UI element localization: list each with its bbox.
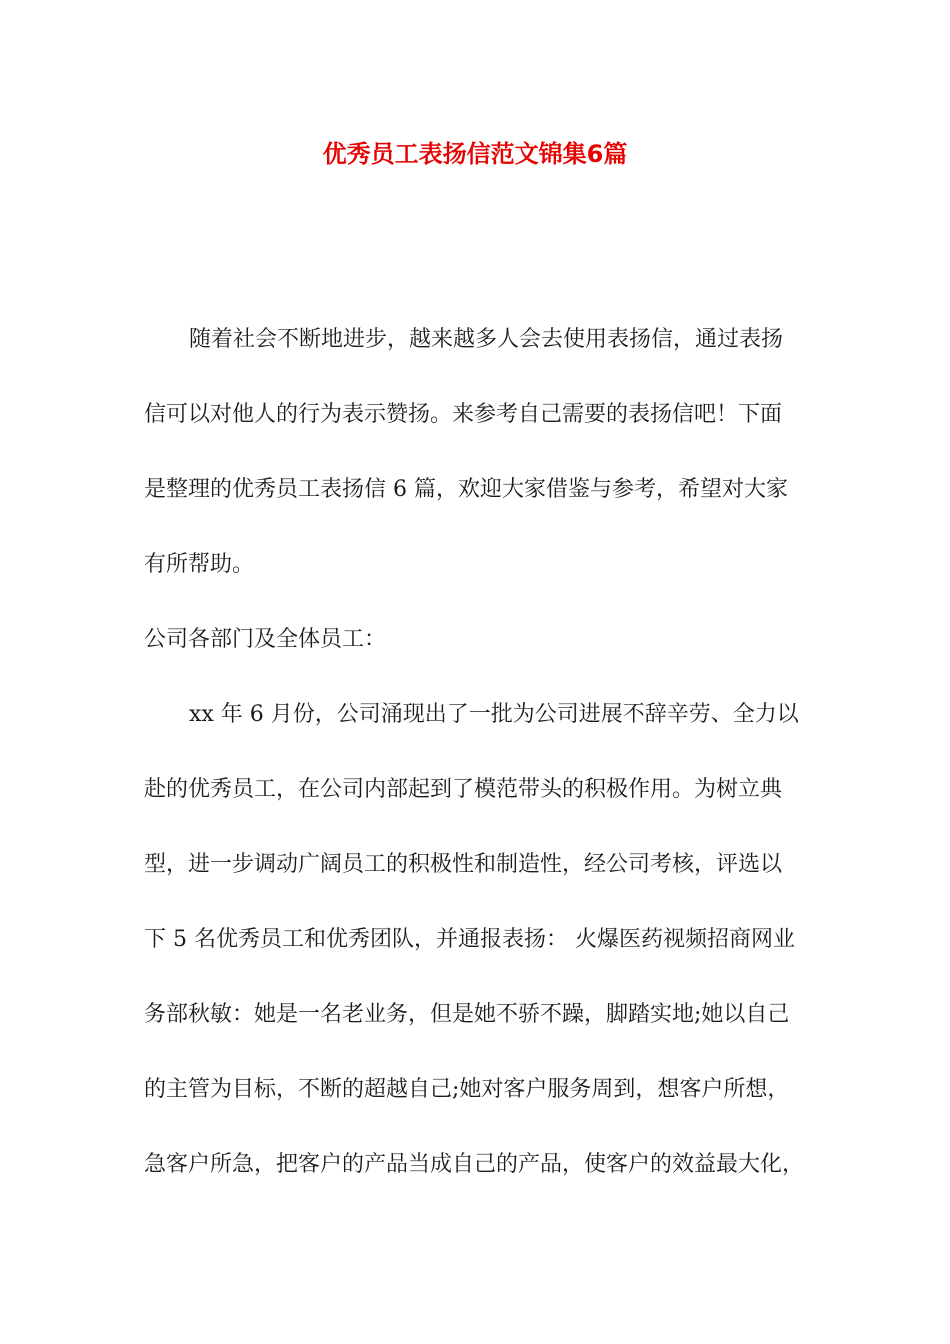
paragraph-line: 随着社会不断地进步，越来越多人会去使用表扬信，通过表扬 xyxy=(189,327,784,352)
paragraph-line: 有所帮助。 xyxy=(144,552,255,577)
paragraph-line: 是整理的优秀员工表扬信 6 篇，欢迎大家借鉴与参考，希望对大家 xyxy=(144,477,788,502)
paragraph-line: xx 年 6 月份，公司涌现出了一批为公司进展不辞辛劳、全力以 xyxy=(189,702,799,727)
paragraph-line: 信可以对他人的行为表示赞扬。来参考自己需要的表扬信吧！下面 xyxy=(144,402,783,427)
paragraph-line: 的主管为目标，不断的超越自己;她对客户服务周到，想客户所想， xyxy=(144,1077,790,1102)
paragraph-line: 赴的优秀员工，在公司内部起到了模范带头的积极作用。为树立典 xyxy=(144,777,783,802)
paragraph-line: 下 5 名优秀员工和优秀团队，并通报表扬： 火爆医药视频招商网业 xyxy=(144,927,795,952)
paragraph-line: 型，进一步调动广阔员工的积极性和制造性，经公司考核，评选以 xyxy=(144,852,783,877)
document-title: 优秀员工表扬信范文锦集6篇 xyxy=(322,140,628,168)
paragraph-line: 务部秋敏：她是一名老业务，但是她不骄不躁，脚踏实地;她以自己 xyxy=(144,1002,790,1027)
paragraph-line: 急客户所急，把客户的产品当成自己的产品，使客户的效益最大化， xyxy=(144,1152,805,1177)
salutation-line: 公司各部门及全体员工： xyxy=(144,627,387,652)
